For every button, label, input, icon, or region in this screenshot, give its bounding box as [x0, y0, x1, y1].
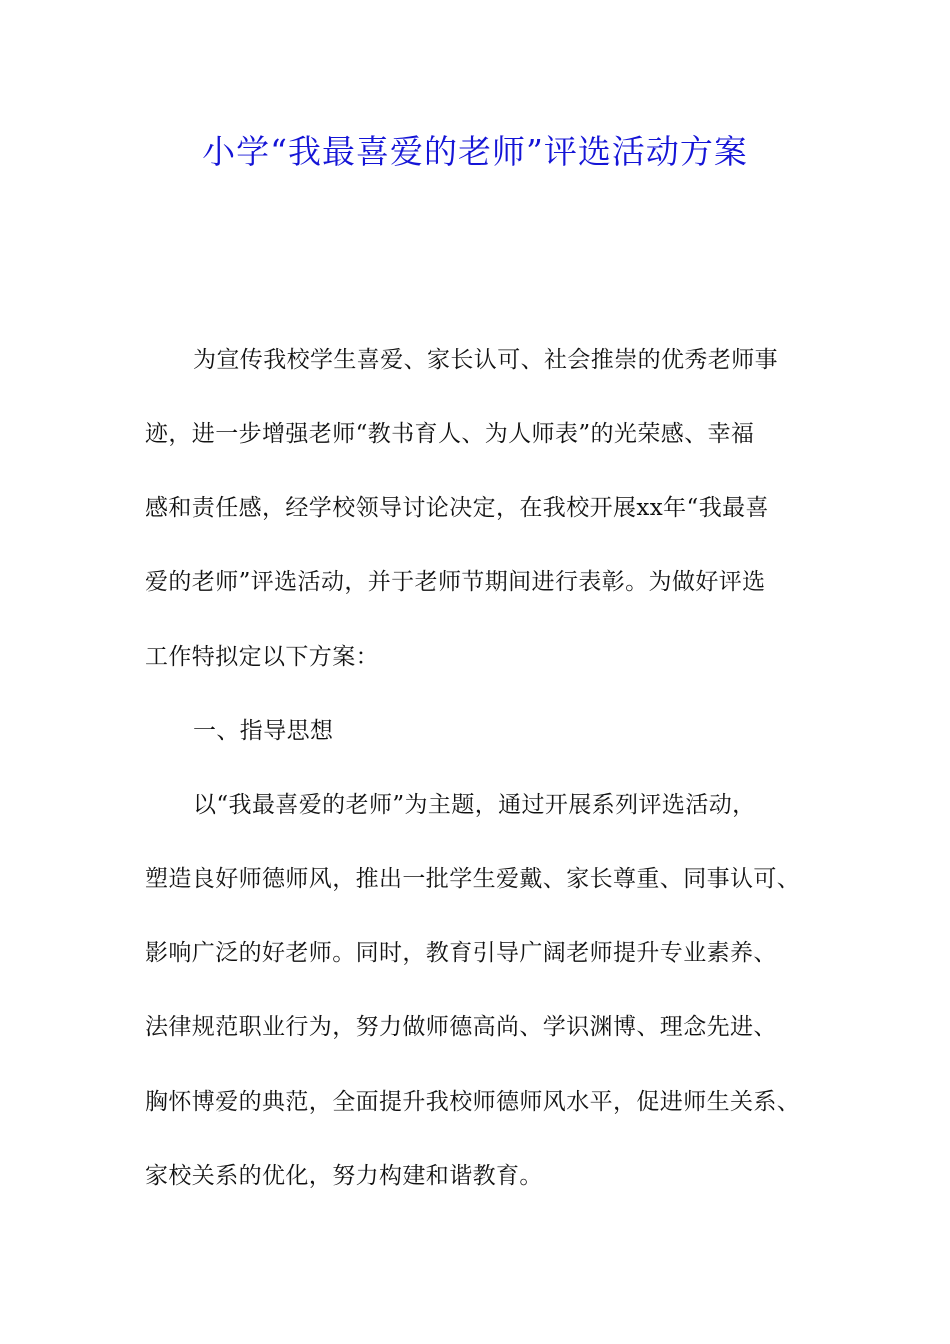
section-1-line-1: 以“我最喜爱的老师”为主题，通过开展系列评选活动， [193, 792, 756, 818]
section-1-line-2: 塑造良好师德师风，推出一批学生爱戴、家长尊重、同事认可、 [145, 866, 801, 892]
intro-line-3: 感和责任感，经学校领导讨论决定，在我校开展xx年“我最喜 [145, 495, 769, 521]
section-1-line-5: 胸怀博爱的典范，全面提升我校师德师风水平，促进师生关系、 [145, 1089, 801, 1115]
intro-line-5: 工作特拟定以下方案： [145, 644, 379, 670]
section-1-line-6: 家校关系的优化，努力构建和谐教育。 [145, 1163, 543, 1189]
section-1-heading: 一、指导思想 [193, 718, 334, 744]
intro-line-4: 爱的老师”评选活动，并于老师节期间进行表彰。为做好评选 [145, 569, 766, 595]
section-1-line-3: 影响广泛的好老师。同时，教育引导广阔老师提升专业素养、 [145, 940, 777, 966]
document-title: 小学“我最喜爱的老师”评选活动方案 [202, 132, 748, 171]
intro-line-1: 为宣传我校学生喜爱、家长认可、社会推崇的优秀老师事 [193, 347, 778, 373]
section-1-line-4: 法律规范职业行为，努力做师德高尚、学识渊博、理念先进、 [145, 1014, 777, 1040]
intro-line-2: 迹，进一步增强老师“教书育人、为人师表”的光荣感、幸福 [145, 421, 755, 447]
